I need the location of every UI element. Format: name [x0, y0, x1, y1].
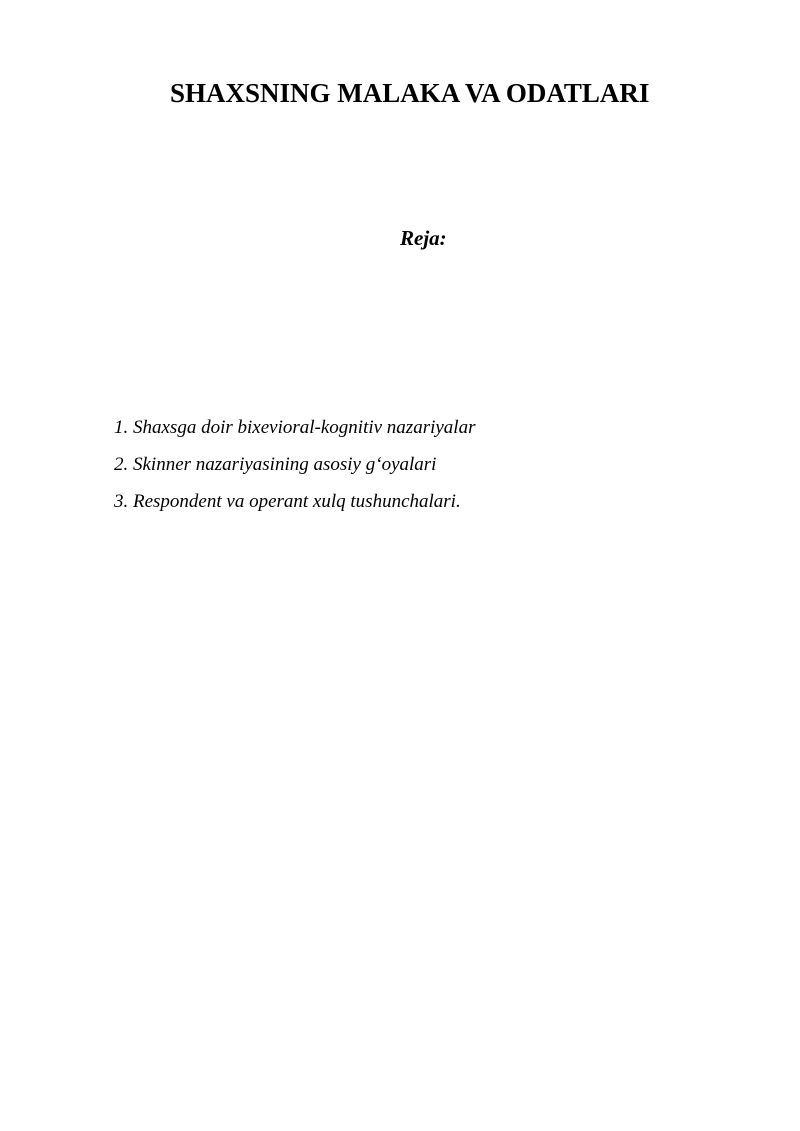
plan-item	[114, 491, 475, 528]
plan-item-number: 1.	[114, 417, 129, 438]
plan-item-text: Shaxsga doir bixevioral-kognitiv nazariyalar	[133, 417, 476, 438]
page-title: SHAXSNING MALAKA VA ODATLARI	[170, 78, 650, 108]
plan-item-number: 3.	[114, 491, 129, 512]
plan-heading: Reja:	[400, 226, 447, 250]
plan-item-text: Skinner nazariyasining asosiy g‘oyalari	[133, 454, 437, 475]
plan-item	[114, 454, 475, 491]
plan-item-text: Respondent va operant xulq tushunchalari.	[133, 491, 461, 512]
plan-item-number: 2.	[114, 454, 129, 475]
plan-item	[114, 417, 475, 454]
plan-list	[114, 417, 475, 528]
